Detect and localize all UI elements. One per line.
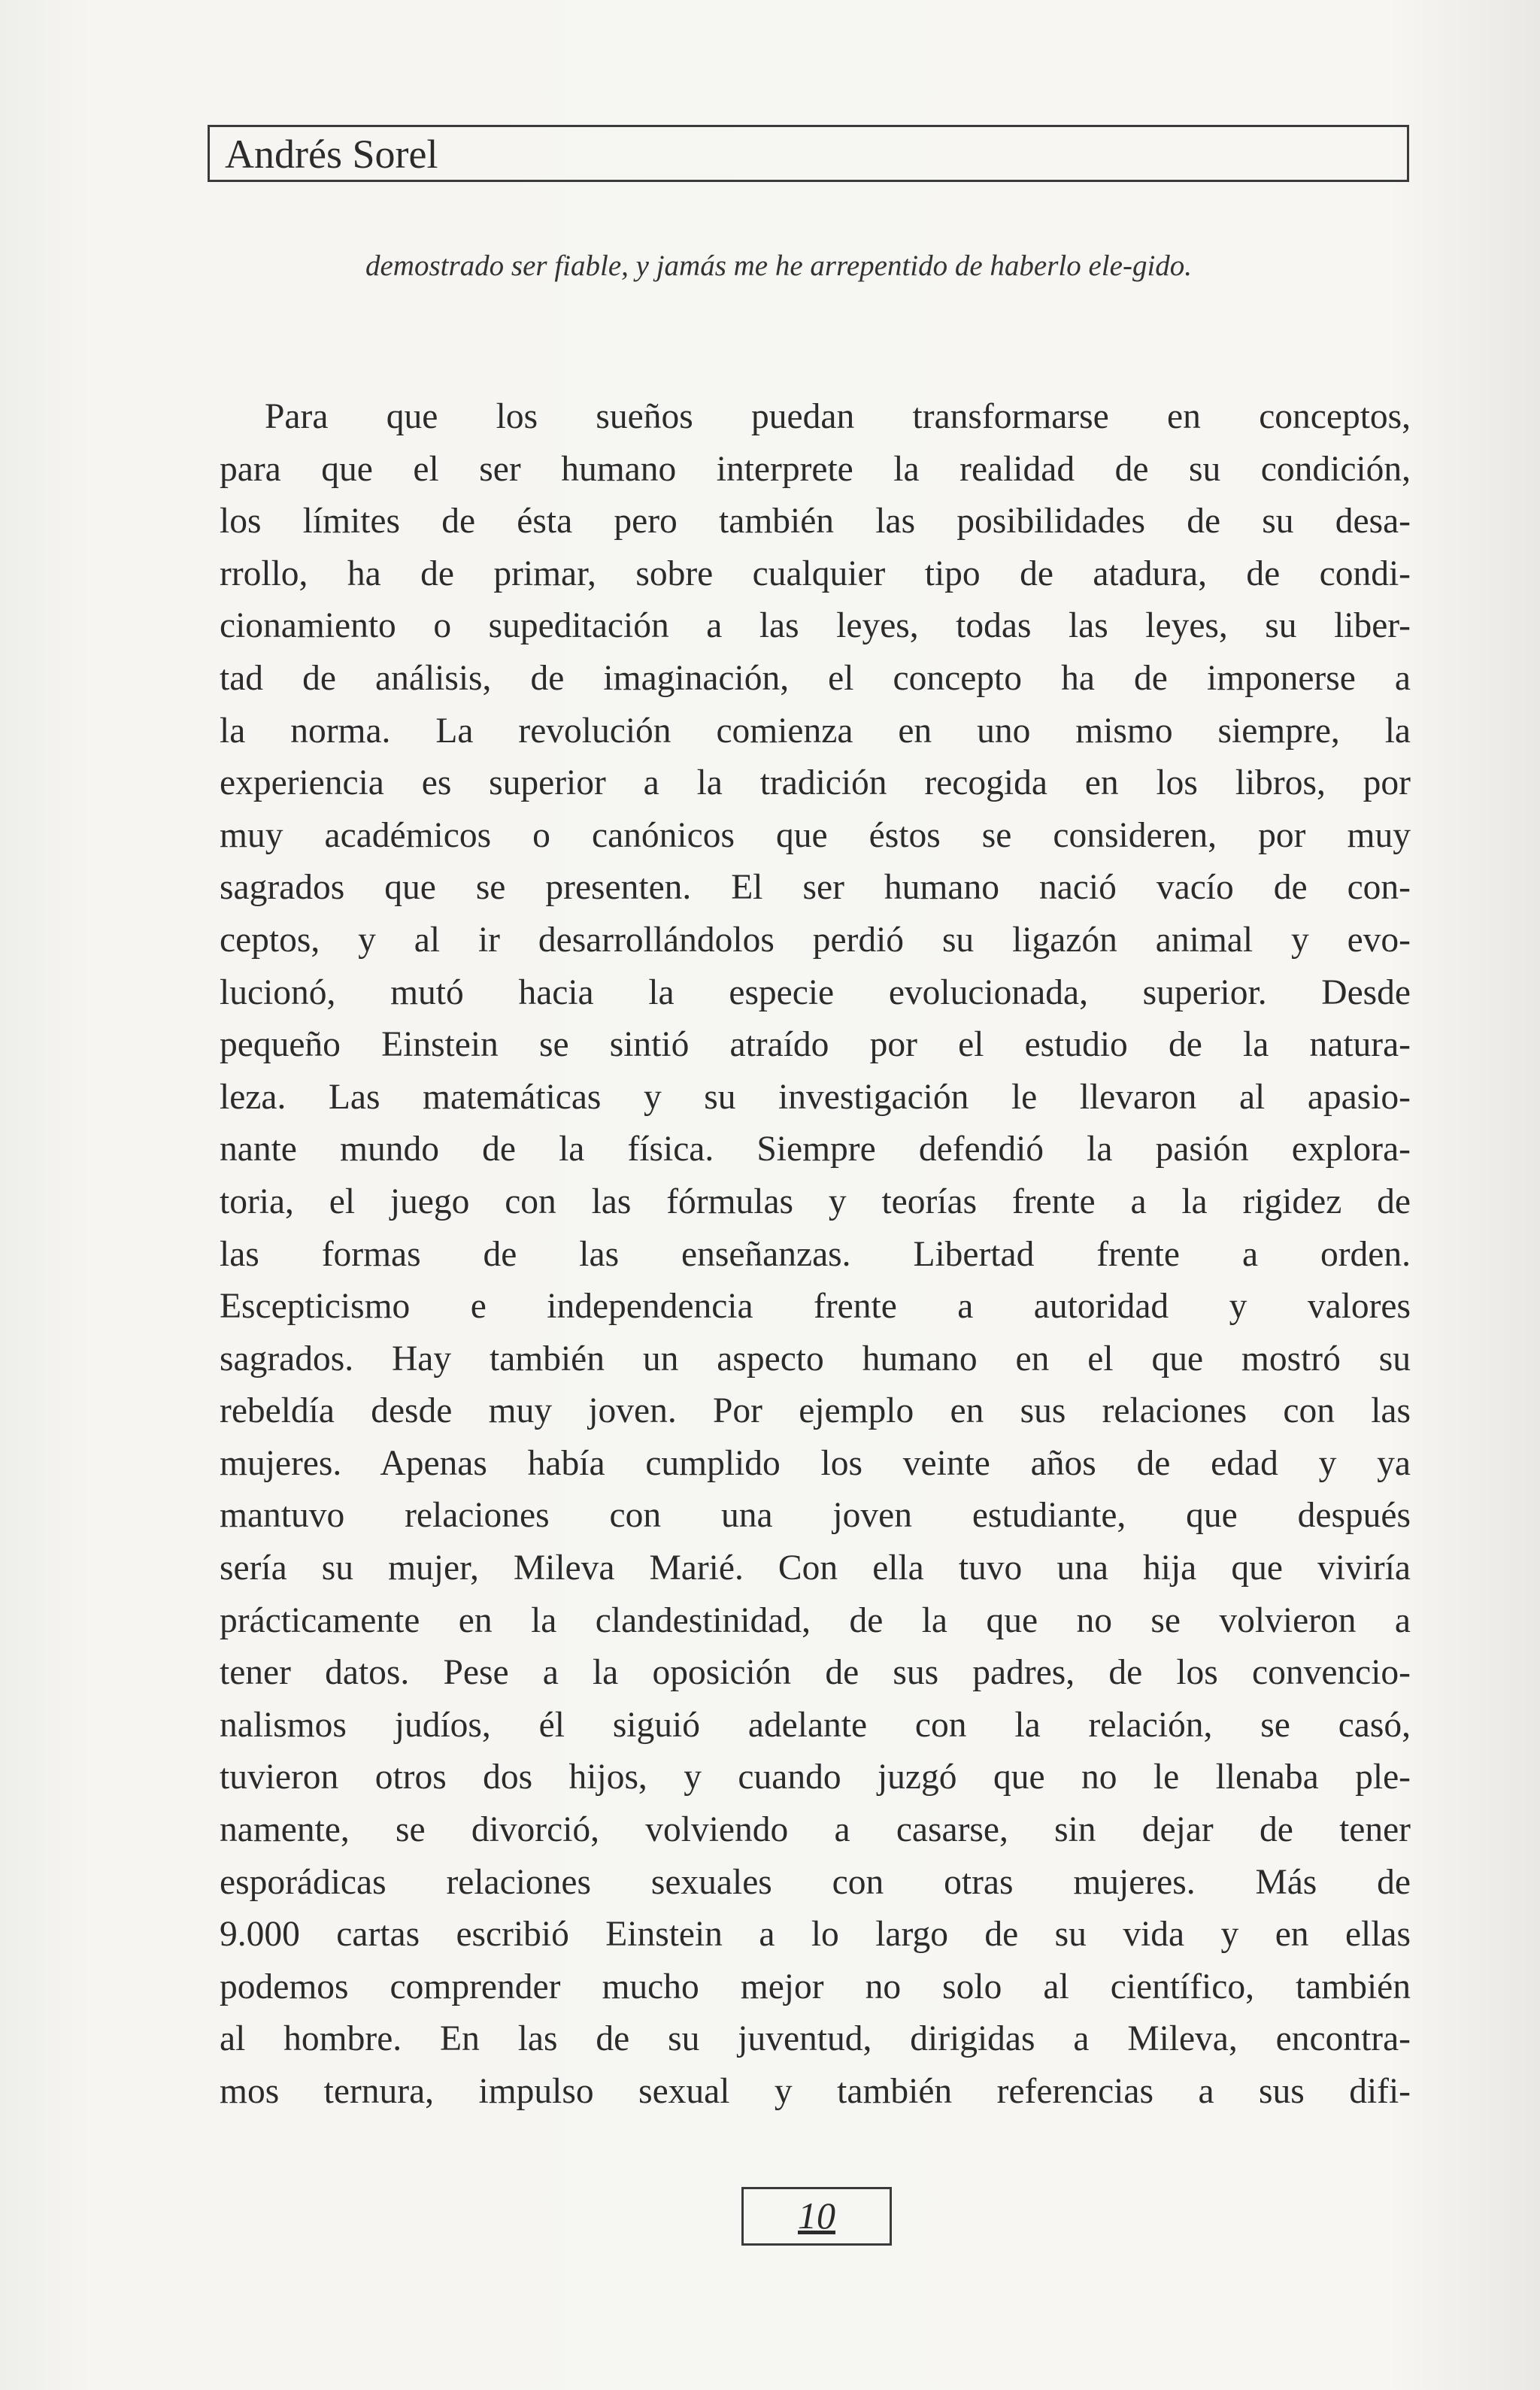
paragraph-line: sería su mujer, Mileva Marié. Con ella tuvo una hija que viviría [220,1548,1411,1588]
paragraph-line: cionamiento o supeditación a las leyes, todas las leyes, su liber- [220,606,1411,646]
paragraph-line: muy académicos o canónicos que éstos se consideren, por muy [220,815,1411,855]
paragraph-line: mujeres. Apenas había cumplido los veinte años de edad y ya [220,1443,1411,1483]
paragraph-line: esporádicas relaciones sexuales con otras mujeres. Más de [220,1862,1411,1902]
paragraph-line: al hombre. En las de su juventud, dirigidas a Mileva, encontra- [220,2019,1411,2059]
paragraph-line: podemos comprender mucho mejor no solo al científico, también [220,1967,1411,2006]
paragraph-line: mos ternura, impulso sexual y también referencias a sus difi- [220,2072,1411,2111]
paragraph-line: sagrados que se presenten. El ser humano nació vacío de con- [220,868,1411,908]
page-number: 10 [798,2194,835,2237]
body-paragraph [220,391,1411,2119]
paragraph-line: rebeldía desde muy joven. Por ejemplo en sus relaciones con las [220,1391,1411,1431]
paragraph-line: Escepticismo e independencia frente a autoridad y valores [220,1287,1411,1327]
paragraph-line: las formas de las enseñanzas. Libertad frente a orden. [220,1234,1411,1274]
paragraph-line: sagrados. Hay también un aspecto humano en el que mostró su [220,1339,1411,1378]
paragraph-line: nante mundo de la física. Siempre defendió la pasión explora- [220,1130,1411,1169]
page-number-box [741,2187,892,2246]
paragraph-line: Para que los sueños puedan transformarse en conceptos, [265,397,1411,436]
paragraph-line: ceptos, y al ir desarrollándolos perdió su ligazón animal y evo- [220,920,1411,960]
paragraph-line: los límites de ésta pero también las posibilidades de su desa- [220,502,1411,541]
author-name: Andrés Sorel [225,132,438,177]
running-header [208,125,1409,182]
paragraph-line: mantuvo relaciones con una joven estudiante, que después [220,1496,1411,1536]
paragraph-line: tener datos. Pese a la oposición de sus padres, de los convencio- [220,1653,1411,1693]
paragraph-line: lucionó, mutó hacia la especie evolucionada, superior. Desde [220,972,1411,1012]
paragraph-line: tad de análisis, de imaginación, el concepto ha de imponerse a [220,658,1411,698]
paragraph-line: 9.000 cartas escribió Einstein a lo largo de su vida y en ellas [220,1915,1411,1955]
paragraph-line: la norma. La revolución comienza en uno mismo siempre, la [220,711,1411,751]
paragraph-line: experiencia es superior a la tradición recogida en los libros, por [220,763,1411,803]
paragraph-line: leza. Las matemáticas y su investigación le llevaron al apasio- [220,1077,1411,1117]
paragraph-line: para que el ser humano interprete la realidad de su condición, [220,449,1411,489]
italic-quote: demostrado ser fiable, y jamás me he arrepentido de haberlo ele-gido. [365,250,1193,282]
paragraph-line: pequeño Einstein se sintió atraído por el estudio de la natura- [220,1025,1411,1065]
paragraph-line: tuvieron otros dos hijos, y cuando juzgó que no le llenaba ple- [220,1758,1411,1797]
paragraph-line: toria, el juego con las fórmulas y teorías frente a la rigidez de [220,1181,1411,1221]
paragraph-line: namente, se divorció, volviendo a casarse, sin dejar de tener [220,1810,1411,1850]
paragraph-line: rrollo, ha de primar, sobre cualquier tipo de atadura, de condi- [220,554,1411,593]
paragraph-line: prácticamente en la clandestinidad, de la que no se volvieron a [220,1600,1411,1640]
paragraph-line: nalismos judíos, él siguió adelante con la relación, se casó, [220,1705,1411,1745]
